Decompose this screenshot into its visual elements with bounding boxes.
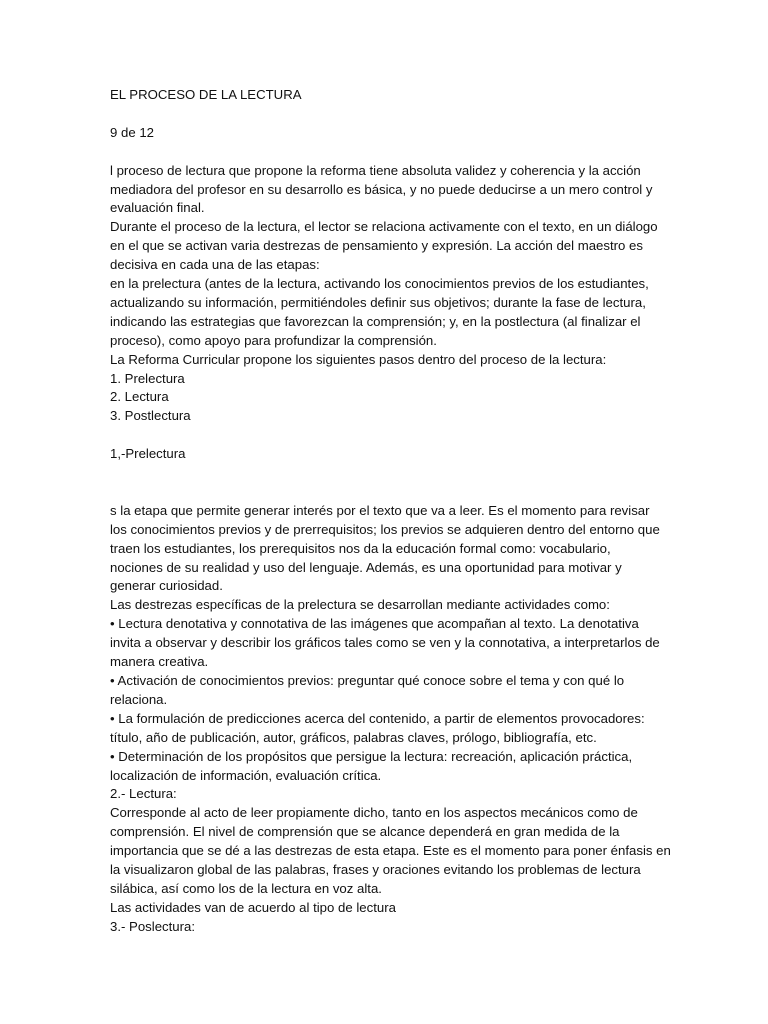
text-line: 2. Lectura — [110, 389, 169, 405]
text-line: generar curiosidad. — [110, 578, 223, 594]
document-title: EL PROCESO DE LA LECTURA — [110, 87, 302, 102]
text-line: nociones de su realidad y uso del lenguaje. Además, es una oportunidad para motivar y — [110, 559, 622, 575]
text-line: los conocimientos previos y de prerrequisitos; los previos se adquieren dentro del entorno que — [110, 521, 660, 537]
document-body — [110, 162, 728, 937]
text-line: actualizando su información, permitiéndoles definir sus objetivos; durante la fase de lectura, — [110, 294, 646, 310]
text-line: mediadora del profesor en su desarrollo es básica, y no puede deducirse a un mero control y — [110, 181, 653, 197]
text-line: Durante el proceso de la lectura, el lector se relaciona activamente con el texto, en un diálogo — [110, 219, 658, 235]
text-line: l proceso de lectura que propone la reforma tiene absoluta validez y coherencia y la acción — [110, 162, 641, 178]
text-line: relaciona. — [110, 691, 168, 707]
page-reference: 9 de 12 — [110, 124, 154, 140]
text-line: • Lectura denotativa y connotativa de las imágenes que acompañan al texto. La denotativa — [110, 616, 639, 632]
text-line: decisiva en cada una de las etapas: — [110, 257, 320, 273]
text-line: comprensión. El nivel de comprensión que se alcance dependerá en gran medida de la — [110, 824, 620, 840]
text-line: manera creativa. — [110, 654, 209, 670]
text-line: s la etapa que permite generar interés por el texto que va a leer. Es el momento para revisar — [110, 502, 650, 518]
text-line: • Determinación de los propósitos que persigue la lectura: recreación, aplicación práctica, — [110, 748, 633, 764]
text-line: La Reforma Curricular propone los siguientes pasos dentro del proceso de la lectura: — [110, 351, 607, 367]
text-line: evaluación final. — [110, 200, 205, 216]
text-line: importancia que se dé a las destrezas de esta etapa. Este es el momento para poner énfasis en — [110, 843, 671, 859]
text-line: Corresponde al acto de leer propiamente dicho, tanto en los aspectos mecánicos como de — [110, 805, 638, 821]
blank-line — [110, 426, 728, 445]
text-line: traen los estudiantes, los prerequisitos nos da la educación formal como: vocabulario, — [110, 540, 611, 556]
text-line: Las destrezas específicas de la prelectura se desarrollan mediante actividades como: — [110, 597, 610, 613]
text-line: 3.- Poslectura: — [110, 918, 196, 934]
blank-line — [110, 464, 728, 483]
text-line: 1,-Prelectura — [110, 446, 186, 462]
blank-line — [110, 483, 728, 502]
text-line: localización de información, evaluación crítica. — [110, 767, 382, 783]
text-line: • Activación de conocimientos previos: preguntar qué conoce sobre el tema y con qué lo — [110, 673, 625, 689]
text-line: invita a observar y describir los gráficos tales como se ven y la connotativa, a interpretarlos de — [110, 635, 660, 651]
text-line: en el que se activan varia destrezas de pensamiento y expresión. La acción del maestro es — [110, 238, 643, 254]
text-line: 3. Postlectura — [110, 408, 191, 424]
text-line: 2.- Lectura: — [110, 786, 177, 802]
text-line: título, año de publicación, autor, gráficos, palabras claves, prólogo, bibliografía, etc. — [110, 729, 597, 745]
text-line: 1. Prelectura — [110, 370, 185, 386]
text-line: silábica, así como los de la lectura en voz alta. — [110, 880, 382, 896]
text-line: • La formulación de predicciones acerca del contenido, a partir de elementos provocadores: — [110, 710, 645, 726]
text-line: indicando las estrategias que favorezcan la comprensión; y, en la postlectura (al finalizar el — [110, 313, 641, 329]
text-line: proceso), como apoyo para profundizar la comprensión. — [110, 332, 437, 348]
text-line: Las actividades van de acuerdo al tipo de lectura — [110, 899, 396, 915]
text-line: la visualizaron global de las palabras, frases y oraciones evitando los problemas de lectura — [110, 862, 641, 878]
text-line: en la prelectura (antes de la lectura, activando los conocimientos previos de los estudiantes, — [110, 276, 649, 292]
